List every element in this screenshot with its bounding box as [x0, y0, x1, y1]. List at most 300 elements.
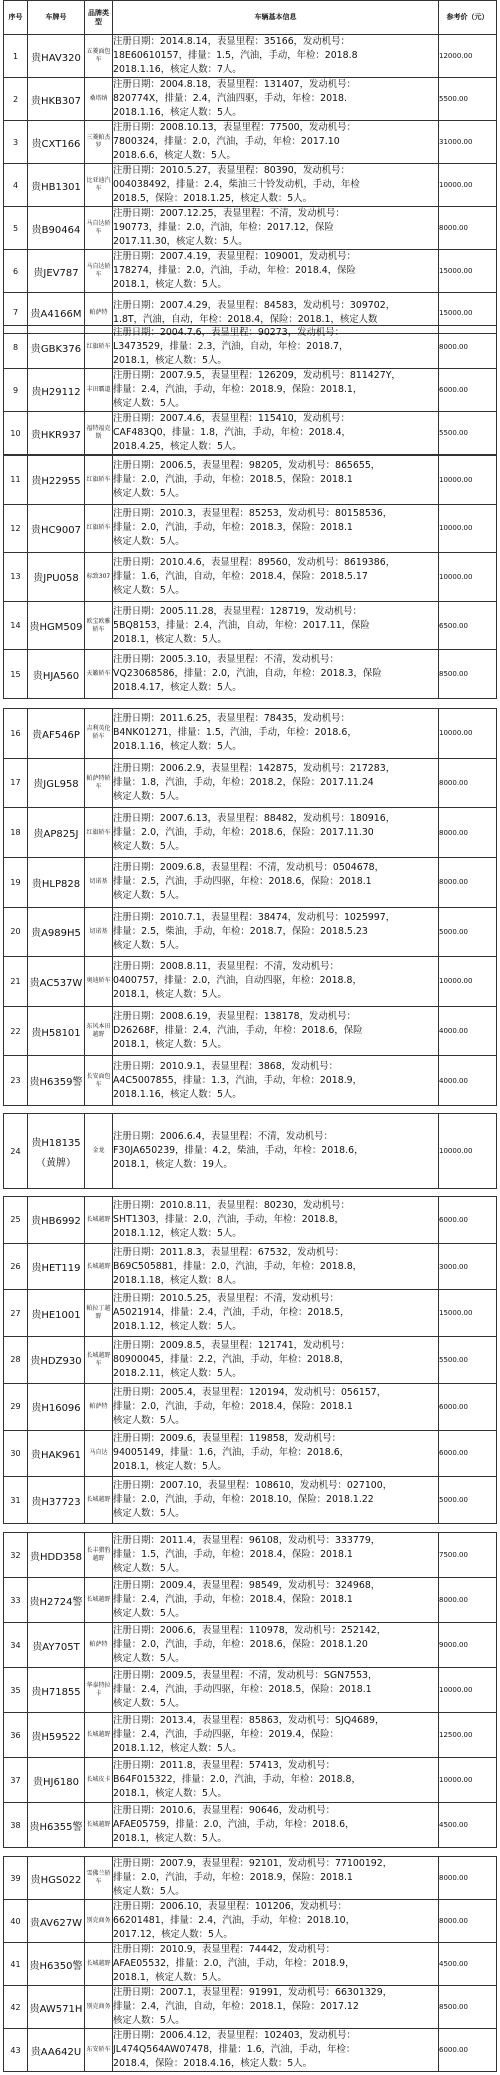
reference-price: 8000.00 [439, 207, 497, 250]
reference-price: 12000.00 [439, 35, 497, 78]
brand-type: 帕萨特 [85, 293, 113, 334]
row-number: 29 [4, 1383, 28, 1430]
reference-price: 8000.00 [439, 326, 497, 369]
info-line: 排量：2.0，汽油，手动，年检：2018.3，保险：2018.1 [113, 522, 353, 534]
plate-number: 贵HET119 [31, 1263, 81, 1275]
row-number: 38 [4, 1803, 28, 1848]
info-line: 注册日期：2004.7.6，表显里程：90273，发动机号： [113, 327, 344, 338]
info-line: 2018.1.18，核定人数：8人。 [113, 1274, 242, 1286]
table-row [4, 456, 497, 505]
plate-cell [28, 1803, 85, 1848]
plate-number: 贵HE1001 [31, 1309, 81, 1321]
table-block [0, 1532, 500, 1848]
plate-number: 贵H16096 [31, 1403, 81, 1415]
info-line: 注册日期：2006.5，表显里程：98205，发动机号：865655， [113, 459, 381, 471]
info-line: 注册日期：2010.6，表显里程：90646，发动机号： [113, 1805, 336, 1816]
table-row [4, 907, 497, 957]
brand-type: 切诺基 [85, 907, 113, 957]
info-line: 2018.1.16，核定人数：5人。 [113, 107, 242, 118]
info-line: 排量：2.4，汽油，手动四驱，年检：2018.5，保险：2018.1 [113, 1684, 372, 1695]
row-number: 25 [4, 1197, 28, 1244]
plate-cell [28, 1668, 85, 1713]
brand-type: 别克商务 [85, 1900, 113, 1943]
info-line: 核定人数：5人。 [113, 890, 185, 902]
brand-type: 东安轿车 [85, 2029, 113, 2072]
row-number: 4 [4, 164, 28, 207]
row-number: 27 [4, 1290, 28, 1337]
info-line: AFAE05532，排量：2.0，汽油，手动，年检：2018.9， [113, 1958, 355, 1969]
vehicle-info [113, 1290, 439, 1337]
row-number: 36 [4, 1713, 28, 1758]
info-line: B4NK01271，排量：1.5，汽油，手动，年检：2018.6， [113, 727, 357, 739]
reference-price: 5000.00 [439, 1477, 497, 1524]
reference-price: 10000.00 [439, 504, 497, 553]
reference-price: 10000.00 [439, 957, 497, 1007]
info-line: 核定人数：5人。 [113, 584, 185, 596]
brand-type: 长城越野 [85, 1243, 113, 1290]
plate-cell [28, 957, 85, 1007]
reference-price: 8000.00 [439, 1578, 497, 1623]
info-line: 核定人数：5人。 [113, 840, 185, 852]
info-line: JL474Q564AW07478，排量：1.6，汽油，手动，年检： [113, 2044, 356, 2055]
reference-price: 10000.00 [439, 1114, 497, 1189]
info-line: 排量：2.0，汽油，手动，年检：2018.6，保险：2017.11.30 [113, 826, 374, 838]
table-row [4, 369, 497, 412]
info-line: 190773，排量：2.0，汽油，年检：2017.12，保险 [113, 222, 334, 233]
plate-number: 贵H29112 [31, 386, 81, 398]
vehicle-info [113, 121, 439, 164]
plate-cell [28, 35, 85, 78]
table-row [4, 1857, 497, 1900]
plate-number: 贵HDD358 [29, 1551, 82, 1563]
row-number: 26 [4, 1243, 28, 1290]
plate-number: 贵HB1301 [31, 181, 81, 193]
reference-price: 9000.00 [439, 1623, 497, 1668]
reference-price: 15000.00 [439, 1290, 497, 1337]
row-number: 12 [4, 504, 28, 553]
info-line: 2018.1，核定人数：5人。 [113, 1833, 227, 1844]
plate-cell [28, 1578, 85, 1623]
info-line: 核定人数：5人。 [113, 1698, 185, 1709]
vehicle-info [113, 1337, 439, 1384]
plate-cell [28, 1430, 85, 1477]
brand-type: 帕拉丁越野 [85, 1290, 113, 1337]
info-line: A4C5007855，排量：1.3，汽油，手动，年检：2018.9， [113, 1074, 363, 1086]
plate-number: 贵HJ6180 [33, 1776, 79, 1788]
reference-price: 4500.00 [439, 1803, 497, 1848]
row-number: 37 [4, 1758, 28, 1803]
plate-cell [28, 808, 85, 858]
brand-type: 长丰猎豹越野 [85, 1533, 113, 1578]
vehicle-info [113, 957, 439, 1007]
plate-number: 贵HKR937 [30, 429, 82, 441]
plate-cell [28, 1713, 85, 1758]
reference-price: 10000.00 [439, 164, 497, 207]
brand-type: 福特福克斯 [85, 412, 113, 455]
brand-type: 天籁轿车 [85, 650, 113, 699]
vehicle-info [113, 1243, 439, 1290]
row-number: 17 [4, 758, 28, 808]
plate-number: 贵H37723 [31, 1496, 81, 1508]
header-brand: 品牌类型 [85, 1, 113, 35]
vehicle-table [3, 325, 497, 455]
brand-type: 长安面包车 [85, 1056, 113, 1106]
info-line: 注册日期：2007.12.25，表显里程：不清，发动机号： [113, 208, 345, 219]
row-number: 10 [4, 412, 28, 455]
brand-type: 马自达 [85, 1430, 113, 1477]
info-line: 2018.2.11，核定人数：5人。 [113, 1367, 242, 1379]
reference-price: 6000.00 [439, 2029, 497, 2072]
plate-cell [28, 553, 85, 602]
plate-cell [28, 1243, 85, 1290]
table-row [4, 78, 497, 121]
info-line: 2017.11.30，核定人数：5人。 [113, 236, 248, 247]
info-line: 2018.1，核定人数：5人。 [113, 355, 227, 366]
vehicle-info [113, 758, 439, 808]
header-price: 参考价（元） [439, 1, 497, 35]
brand-type: 长城皮卡 [85, 1758, 113, 1803]
row-number: 20 [4, 907, 28, 957]
vehicle-info [113, 709, 439, 759]
vehicle-info [113, 1713, 439, 1758]
plate-number: 贵JEV787 [33, 267, 79, 279]
info-line: 注册日期：2009.6，表显里程：119858，发动机号： [113, 1433, 341, 1445]
info-line: 注册日期：2008.6.19，表显里程：138178，发动机号： [113, 1011, 356, 1023]
reference-price: 10000.00 [439, 553, 497, 602]
plate-cell [28, 1337, 85, 1384]
table-row [4, 709, 497, 759]
info-line: 0400757，排量：2.0，汽油，自动四驱，年检：2018.8， [113, 975, 362, 987]
plate-number: 贵H6350警 [29, 1960, 83, 1972]
row-number: 41 [4, 1943, 28, 1986]
info-line: 核定人数：5人。 [113, 939, 185, 951]
vehicle-info [113, 456, 439, 505]
brand-type: 奥迪轿车 [85, 957, 113, 1007]
row-number: 24 [4, 1114, 28, 1189]
plate-cell [28, 1383, 85, 1430]
row-number: 21 [4, 957, 28, 1007]
vehicle-info [113, 1006, 439, 1056]
vehicle-info [113, 1986, 439, 2029]
info-line: 注册日期：2011.6.25，表显里程：78435，发动机号： [113, 713, 350, 725]
vehicle-table [3, 1856, 497, 2072]
info-line: 注册日期：2006.6.4，表显里程：不清，发动机号： [113, 1131, 333, 1142]
plate-number: 贵AF546P [32, 729, 80, 741]
row-number: 19 [4, 857, 28, 907]
brand-type: 比亚迪汽车 [85, 164, 113, 207]
info-line: 注册日期：2005.3.10，表显里程：不清，发动机号： [113, 654, 339, 666]
info-line: 核定人数：5人。 [113, 1608, 185, 1619]
table-row [4, 1623, 497, 1668]
table-row [4, 207, 497, 250]
table-row [4, 1114, 497, 1189]
info-line: 注册日期：2006.6，表显里程：110978，发动机号：252142， [113, 1625, 387, 1636]
plate-number: 贵HKB307 [30, 95, 82, 107]
plate-cell [28, 907, 85, 957]
info-line: 注册日期：2010.5.27，表显里程：80390，发动机号： [113, 165, 350, 176]
plate-cell [28, 1623, 85, 1668]
brand-type: 别克商务 [85, 1986, 113, 2029]
plate-cell [28, 250, 85, 293]
table-row [4, 1668, 497, 1713]
reference-price: 15000.00 [439, 250, 497, 293]
info-line: 注册日期：2010.3，表显里程：85253，发动机号：80158536， [113, 508, 393, 520]
info-line: 2018.1，核定人数：5人。 [113, 989, 227, 1001]
vehicle-info [113, 1758, 439, 1803]
info-line: 注册日期：2008.8.11，表显里程：不清，发动机号： [113, 961, 339, 973]
plate-cell [28, 456, 85, 505]
table-row [4, 1197, 497, 1244]
table-row [4, 553, 497, 602]
info-line: 注册日期：2009.8.5，表显里程：121741，发动机号： [113, 1339, 350, 1351]
info-line: 2018.1，核定人数：5人。 [113, 1788, 227, 1799]
brand-type: 马自达轿车 [85, 250, 113, 293]
brand-type: 红旗轿车 [85, 808, 113, 858]
row-number: 11 [4, 456, 28, 505]
row-number: 14 [4, 601, 28, 650]
row-number: 18 [4, 808, 28, 858]
info-line: 注册日期：2010.9.1，表显里程：3868，发动机号： [113, 1060, 338, 1072]
info-line: 18E60610157，排量：1.5，汽油，手动，年检：2018.8 [113, 50, 358, 61]
vehicle-info [113, 1578, 439, 1623]
plate-number: 贵A989H5 [31, 928, 81, 940]
info-line: 排量：2.5，柴油，手动，年检：2018.7，保险：2018.5.23 [113, 925, 368, 937]
info-line: 注册日期：2010.9，表显里程：74442，发动机号： [113, 1944, 336, 1955]
table-row [4, 1578, 497, 1623]
row-number: 8 [4, 326, 28, 369]
vehicle-info [113, 1533, 439, 1578]
plate-number: 贵HDZ930 [30, 1356, 82, 1368]
table-block [0, 325, 500, 455]
info-line: B64F015322，排量：2.0，汽油，手动，年检：2018.8， [113, 1774, 361, 1785]
brand-type: 三菱帕杰罗 [85, 121, 113, 164]
reference-price: 4500.00 [439, 1943, 497, 1986]
info-line: 注册日期：2007.9，表显里程：92101，发动机号：77100192， [113, 1858, 393, 1869]
info-line: 2018.4.25，核定人数：5人。 [113, 441, 242, 452]
plate-cell [28, 857, 85, 907]
vehicle-info [113, 369, 439, 412]
vehicle-info [113, 164, 439, 207]
plate-cell [28, 2029, 85, 2072]
info-line: 注册日期：2013.4，表显里程：85863，发动机号：SJQ4689， [113, 1715, 385, 1726]
vehicle-info [113, 412, 439, 455]
info-line: 注册日期：2009.6.8，表显里程：不清，发动机号：0504678， [113, 862, 385, 874]
plate-number: 贵AV627W [29, 1917, 83, 1929]
table-row [4, 1243, 497, 1290]
reference-price: 6000.00 [439, 1197, 497, 1244]
table-row [4, 957, 497, 1007]
brand-type: 丰田霸道 [85, 369, 113, 412]
info-line: 核定人数：5人。 [113, 1886, 185, 1897]
info-line: 注册日期：2008.10.13，表显里程：77500，发动机号： [113, 122, 356, 133]
info-line: 注册日期：2005.11.28，表显里程：128719，发动机号： [113, 605, 362, 617]
info-line: 004038492，排量：2.4，柴油三十铃发动机，手动，年检 [113, 179, 360, 190]
plate-cell [28, 207, 85, 250]
plate-cell [28, 1197, 85, 1244]
brand-type: 长城越野 [85, 1578, 113, 1623]
info-line: 排量：1.5，汽油，手动，年检：2018.4，保险：2018.1 [113, 1549, 353, 1560]
table-row [4, 1290, 497, 1337]
info-line: 注册日期：2009.5，表显里程：不清，发动机号：SGN7553， [113, 1670, 378, 1681]
brand-type: 标致307 [85, 553, 113, 602]
plate-cell [28, 1477, 85, 1524]
info-line: 2018.1.16，核定人数：5人。 [113, 741, 242, 753]
plate-number: 贵AY705T [32, 1641, 80, 1653]
info-line: 注册日期：2010.4.6，表显里程：89560，发动机号：8619386， [113, 556, 396, 568]
table-block [0, 1113, 500, 1189]
plate-number: 贵HGS022 [30, 1874, 82, 1886]
brand-type: 长城越野 [85, 1803, 113, 1848]
info-line: 核定人数：5人。 [113, 487, 185, 499]
reference-price: 31000.00 [439, 121, 497, 164]
plate-cell [28, 412, 85, 455]
info-line: 2018.6.6，核定人数：5人。 [113, 150, 236, 161]
plate-number: 贵GBK376 [30, 343, 82, 355]
brand-type: 帕萨特 [85, 1383, 113, 1430]
info-line: 66201481，排量：2.4，汽油，手动，年检：2018.10， [113, 1915, 356, 1926]
reference-price: 5500.00 [439, 78, 497, 121]
vehicle-info [113, 326, 439, 369]
info-line: 排量：2.0，汽油，手动，年检：2018.10，保险：2018.1.22 [113, 1494, 374, 1506]
plate-cell [28, 1943, 85, 1986]
table-row [4, 1430, 497, 1477]
row-number: 33 [4, 1578, 28, 1623]
vehicle-info [113, 504, 439, 553]
plate-number: 贵HGM509 [29, 622, 83, 634]
info-line: 排量：1.8，汽油，手动，年检：2018.2，保险：2017.11.24 [113, 776, 374, 788]
info-line: 核定人数：5人。 [113, 790, 185, 802]
reference-price: 8000.00 [439, 1857, 497, 1900]
info-line: 80900045，排量：2.2，汽油，手动，年检：2018.8， [113, 1353, 350, 1365]
info-line: 注册日期：2007.9.5，表显里程：126209，发动机号：811427Y， [113, 370, 401, 381]
info-line: 注册日期：2007.6.13，表显里程：88482，发动机号：180916， [113, 812, 396, 824]
plate-cell [28, 326, 85, 369]
info-line: AFAE05759，排量：2.0，汽油，手动，年检：2018.6， [113, 1819, 355, 1830]
info-line: 核定人数：5人。 [113, 1414, 185, 1426]
row-number: 13 [4, 553, 28, 602]
plate-number: 贵AP825J [33, 829, 79, 841]
plate-cell [28, 758, 85, 808]
table-row [4, 1803, 497, 1848]
plate-number: 贵H2724警 [29, 1596, 83, 1608]
info-line: F30JA650239，排量：4.2，柴油，手动，年检：2018.6， [113, 1145, 364, 1156]
vehicle-info [113, 1114, 439, 1189]
info-line: 核定人数：5人。 [113, 2015, 185, 2026]
info-line: 注册日期：2014.8.14，表显里程：35166，发动机号： [113, 36, 350, 47]
info-line: 注册日期：2006.10，表显里程：101206，发动机号： [113, 1901, 347, 1912]
vehicle-info [113, 1477, 439, 1524]
row-number: 22 [4, 1006, 28, 1056]
info-line: 7800324，排量：2.0，汽油，手动，年检：2017.10 [113, 136, 340, 147]
info-line: 核定人数：5人。 [113, 1508, 185, 1520]
info-line: 注册日期：2006.4.12，表显里程：102403，发动机号： [113, 2030, 356, 2041]
reference-price: 4000.00 [439, 1056, 497, 1106]
plate-cell [28, 164, 85, 207]
brand-type: 金龙 [85, 1114, 113, 1189]
info-line: A5021914，排量：2.4，汽油，手动，年检：2018.5， [113, 1307, 350, 1319]
reference-price: 10000.00 [439, 1758, 497, 1803]
vehicle-info [113, 808, 439, 858]
brand-type: 红旗轿车 [85, 456, 113, 505]
info-line: 核定人数：5人。 [113, 1653, 185, 1664]
info-line: 2018.1，核定人数：19人。 [113, 1159, 233, 1170]
plate-cell [28, 601, 85, 650]
table-block [0, 455, 500, 699]
vehicle-info [113, 1623, 439, 1668]
info-line: 2018.1.12，核定人数：5人。 [113, 1321, 242, 1333]
info-line: 注册日期：2004.8.18，表显里程：131407，发动机号： [113, 79, 356, 90]
info-line: 注册日期：2011.8.3，表显里程：67532，发动机号： [113, 1246, 344, 1258]
row-number: 30 [4, 1430, 28, 1477]
plate-cell [28, 504, 85, 553]
plate-number: 贵H71855 [31, 1686, 81, 1698]
reference-price: 5000.00 [439, 907, 497, 957]
info-line: 注册日期：2006.2.9，表显里程：142875，发动机号：217283， [113, 762, 396, 774]
brand-type: 长城越野 [85, 1477, 113, 1524]
table-row [4, 1900, 497, 1943]
info-line: 排量：2.4，汽油，手动，年检：2018.9，保险：2018.1， [113, 384, 363, 395]
plate-cell [28, 78, 85, 121]
reference-price: 10000.00 [439, 709, 497, 759]
plate-number: 贵H6359警 [29, 1077, 83, 1089]
info-line: L3473529，排量：2.3，汽油，自动，年检：2018.7， [113, 341, 349, 352]
info-line: 注册日期：2007.1，表显里程：91991，发动机号：66301329， [113, 1987, 393, 1998]
plate-number: 贵H59522 [31, 1731, 81, 1743]
vehicle-table [3, 1113, 497, 1189]
table-row [4, 1758, 497, 1803]
table-row [4, 1006, 497, 1056]
header-plate: 车牌号 [28, 1, 85, 35]
row-number: 2 [4, 78, 28, 121]
brand-type: 长城越野 [85, 1713, 113, 1758]
reference-price: 8500.00 [439, 650, 497, 699]
info-line: 排量：2.4，汽油，自动，年检：2018.1，保险：2017.12 [113, 2001, 359, 2012]
brand-type: 长城越野 [85, 1197, 113, 1244]
plate-cell [28, 1986, 85, 2029]
table-row [4, 1986, 497, 2029]
plate-cell [28, 369, 85, 412]
info-line: 排量：2.0，汽油，手动，年检：2018.9，保险：2018.1 [113, 1872, 353, 1883]
info-line: 注册日期：2005.4，表显里程：120194，发动机号：056157， [113, 1386, 387, 1398]
info-line: 注册日期：2011.8，表显里程：57413，发动机号： [113, 1760, 336, 1771]
reference-price: 4000.00 [439, 1006, 497, 1056]
info-line: 排量：2.4，汽油，手动，年检：2018.4，保险：2018.1 [113, 1594, 353, 1605]
info-line: VQ23068586，排量：2.0，汽油，自动，年检：2018.3，保险 [113, 668, 382, 680]
brand-type: 马自达轿车 [85, 207, 113, 250]
brand-type: 五菱面包车 [85, 35, 113, 78]
row-number: 32 [4, 1533, 28, 1578]
table-row [4, 504, 497, 553]
table-row [4, 35, 497, 78]
row-number: 31 [4, 1477, 28, 1524]
plate-number: 贵HAV320 [31, 52, 81, 64]
brand-type: 帕萨特轿车 [85, 758, 113, 808]
info-line: 2018.1，核定人数：5人。 [113, 633, 227, 645]
info-line: 2018.4，保险：2018.4.16，核定人数：5人。 [113, 2058, 312, 2069]
vehicle-info [113, 2029, 439, 2072]
brand-type: 欧宝欧雅轿车 [85, 601, 113, 650]
plate-number: 贵HAK961 [30, 1449, 81, 1461]
vehicle-info [113, 78, 439, 121]
table-row [4, 808, 497, 858]
reference-price: 6000.00 [439, 1430, 497, 1477]
info-line: 排量：2.0，汽油，手动，年检：2018.4，保险：2018.1 [113, 1400, 353, 1412]
plate-number: 贵JPU058 [33, 573, 79, 585]
header-info: 车辆基本信息 [113, 1, 439, 35]
info-line: 排量：2.0，汽油，手动，年检：2018.6，保险：2018.1.20 [113, 1639, 368, 1650]
plate-number: 贵JGL958 [33, 779, 79, 791]
info-line: 2018.1.16，核定人数：7人。 [113, 64, 242, 75]
